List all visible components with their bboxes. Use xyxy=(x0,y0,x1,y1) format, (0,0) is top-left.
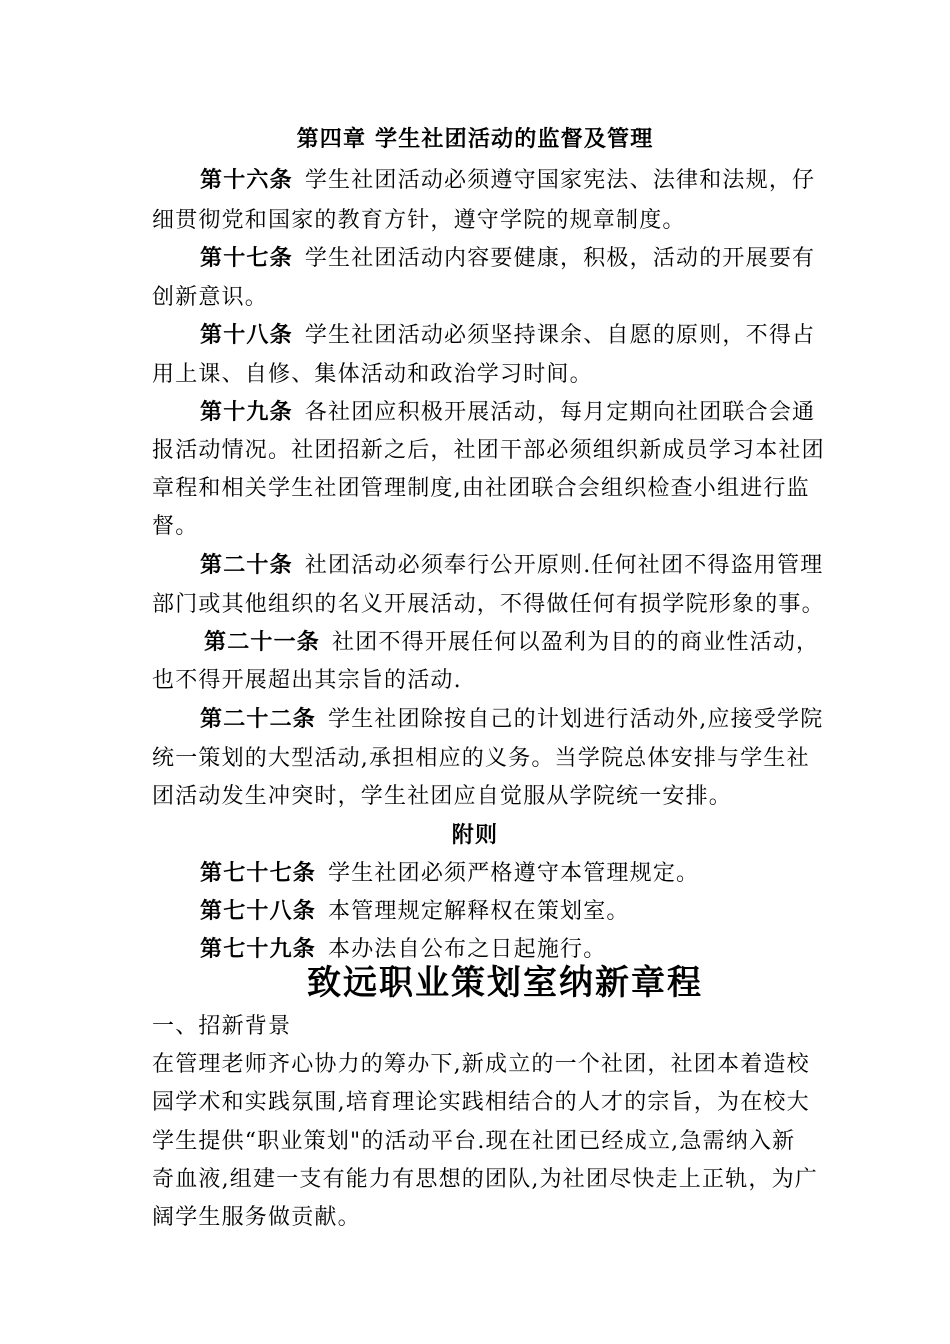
article-text: 本办法自公布之日起施行。 xyxy=(328,937,607,962)
article-text: 各社团应积极开展活动，每月定期向社团联合会通 xyxy=(304,400,816,425)
article-number: 第七十七条 xyxy=(200,861,317,886)
background-line: 园学术和实践氛围,培育理论实践相结合的人才的宗旨，为在校大 xyxy=(152,1090,810,1115)
article-text-line: 章程和相关学生社团管理制度,由社团联合会组织检查小组进行监 xyxy=(152,476,810,501)
article-text-line: 用上课、自修、集体活动和政治学习时间。 xyxy=(152,362,593,387)
article-17 xyxy=(200,241,815,272)
article-text-line: 部门或其他组织的名义开展活动，不得做任何有损学院形象的事。 xyxy=(152,592,825,617)
background-line: 学生提供“职业策划"的活动平台.现在社团已经成立,急需纳入新 xyxy=(152,1129,796,1154)
article-number: 第七十九条 xyxy=(200,937,317,962)
article-text-line: 创新意识。 xyxy=(152,285,269,310)
article-number: 第二十一条 xyxy=(204,630,321,655)
document-title: 致远职业策划室纳新章程 xyxy=(307,963,703,1003)
section-heading: 一、招新背景 xyxy=(152,1014,292,1039)
article-20 xyxy=(200,548,823,579)
article-text: 本管理规定解释权在策划室。 xyxy=(328,899,630,924)
article-number: 第十六条 xyxy=(200,168,293,193)
article-21 xyxy=(204,625,819,656)
article-18 xyxy=(200,318,815,349)
article-number: 第十七条 xyxy=(200,246,293,271)
article-text-line: 统一策划的大型活动,承担相应的义务。当学院总体安排与学生社 xyxy=(152,746,810,771)
article-22 xyxy=(200,702,823,733)
article-text-line: 团活动发生冲突时，学生社团应自觉服从学院统一安排。 xyxy=(152,784,733,809)
article-number: 第二十二条 xyxy=(200,707,317,732)
chapter-heading: 第四章 学生社团活动的监督及管理 xyxy=(296,127,654,152)
background-line: 阔学生服务做贡献。 xyxy=(152,1205,361,1230)
article-text-line: 也不得开展超出其宗旨的活动. xyxy=(152,668,462,693)
article-text: 社团不得开展任何以盈利为目的的商业性活动， xyxy=(332,630,820,655)
article-text-line: 督。 xyxy=(152,514,199,539)
article-text: 学生社团必须严格遵守本管理规定。 xyxy=(328,861,700,886)
article-number: 第二十条 xyxy=(200,553,293,578)
article-text-line: 报活动情况。社团招新之后，社团干部必须组织新成员学习本社团 xyxy=(152,438,825,463)
article-19 xyxy=(200,395,815,426)
background-line: 奇血液,组建一支有能力有思想的团队,为社团尽快走上正轨，为广 xyxy=(152,1167,818,1192)
article-text: 学生社团除按自己的计划进行活动外,应接受学院 xyxy=(328,707,824,732)
appendix-article-78 xyxy=(200,894,630,925)
appendix-article-77 xyxy=(200,856,699,887)
article-text: 学生社团活动内容要健康，积极，活动的开展要有 xyxy=(304,246,816,271)
article-number: 第十八条 xyxy=(200,323,293,348)
article-text: 学生社团活动必须坚持课余、自愿的原则，不得占 xyxy=(304,323,816,348)
article-text: 学生社团活动必须遵守国家宪法、法律和法规，仔 xyxy=(304,168,816,193)
article-16 xyxy=(200,163,815,194)
article-text: 社团活动必须奉行公开原则.任何社团不得盗用管理 xyxy=(304,553,824,578)
appendix-heading: 附则 xyxy=(451,823,499,848)
article-text-line: 细贯彻党和国家的教育方针，遵守学院的规章制度。 xyxy=(152,208,686,233)
article-number: 第十九条 xyxy=(200,400,293,425)
article-number: 第七十八条 xyxy=(200,899,317,924)
background-line: 在管理老师齐心协力的筹办下,新成立的一个社团，社团本着造校 xyxy=(152,1052,810,1077)
